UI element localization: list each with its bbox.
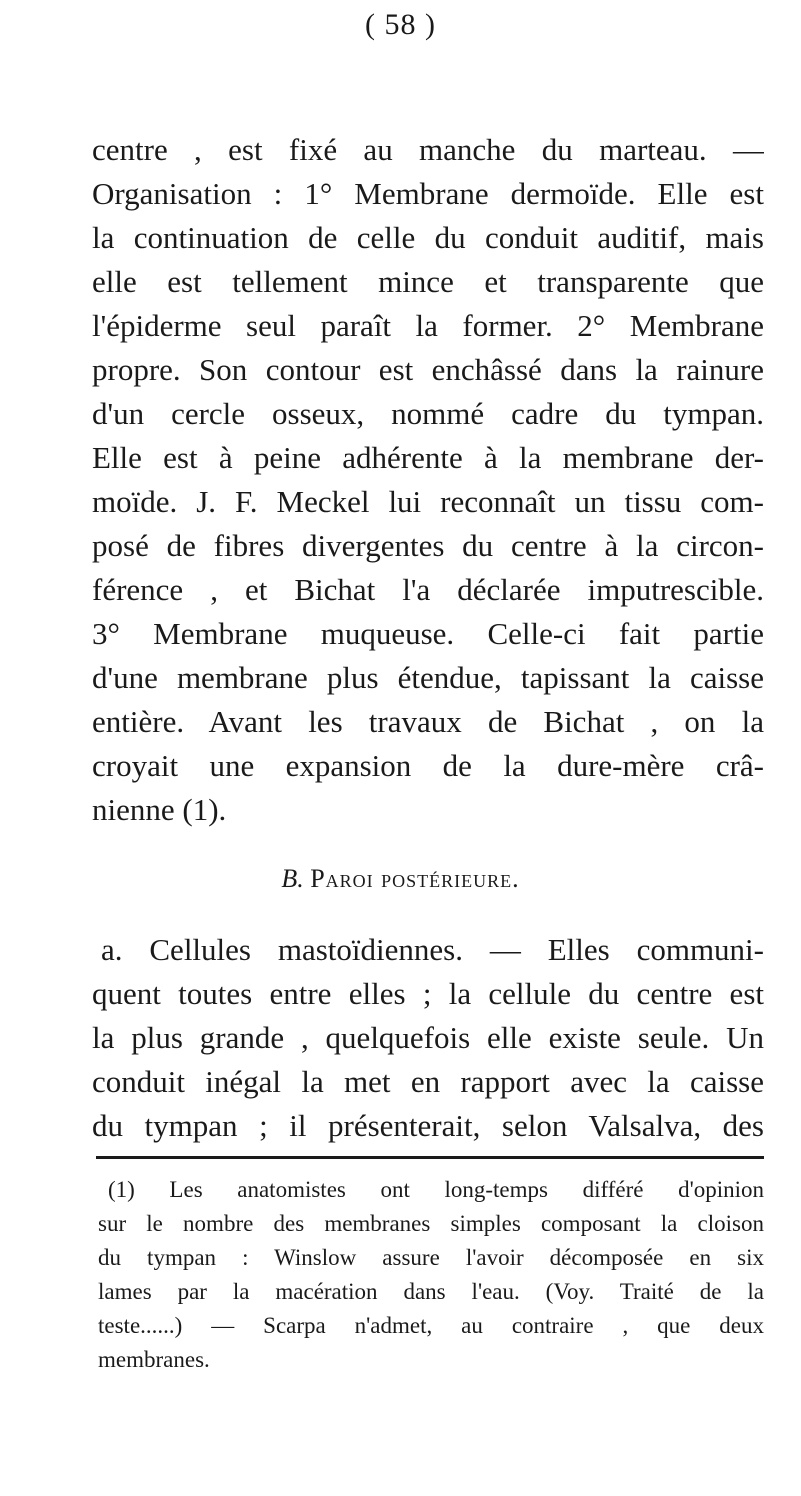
section-title: Paroi postérieure. bbox=[310, 864, 520, 893]
body-line: elle est tellement mince et transparente que bbox=[92, 264, 764, 299]
body-line: croyait une expansion de la dure-mère crâ- bbox=[92, 748, 764, 783]
section-line: du tympan ; il présenterait, selon Valsalva, des bbox=[92, 1108, 764, 1143]
page-number: ( 58 ) bbox=[365, 8, 436, 41]
body-line: d'une membrane plus étendue, tapissant la caisse bbox=[92, 660, 764, 695]
body-line: férence , et Bichat l'a déclarée imputrescible. bbox=[92, 572, 764, 607]
section-line: la plus grande , quelquefois elle existe seule. Un bbox=[92, 1020, 764, 1055]
body-line: propre. Son contour est enchâssé dans la rainure bbox=[92, 352, 764, 387]
section-line: quent toutes entre elles ; la cellule du centre est bbox=[92, 976, 764, 1011]
body-line: Organisation : 1° Membrane dermoïde. Elle est bbox=[92, 176, 764, 211]
footnote-line: (1) Les anatomistes ont long-temps différé d'opinion bbox=[108, 1177, 764, 1202]
footnote-line: teste......) — Scarpa n'admet, au contraire , que deux bbox=[98, 1313, 764, 1338]
section-heading bbox=[0, 862, 801, 896]
footnote-line: membranes. bbox=[98, 1347, 210, 1372]
footnote-divider bbox=[96, 1156, 764, 1159]
body-line: l'épiderme seul paraît la former. 2° Membrane bbox=[92, 308, 764, 343]
body-line: 3° Membrane muqueuse. Celle-ci fait partie bbox=[92, 616, 764, 651]
body-line: nienne (1). bbox=[92, 792, 227, 827]
body-line: centre , est fixé au manche du marteau. — bbox=[92, 132, 764, 167]
footnote-line: sur le nombre des membranes simples composant la cloison bbox=[98, 1211, 764, 1236]
body-line: entière. Avant les travaux de Bichat , on la bbox=[92, 704, 764, 739]
body-line: la continuation de celle du conduit auditif, mais bbox=[92, 220, 764, 255]
body-line: posé de fibres divergentes du centre à la circon- bbox=[92, 528, 764, 563]
body-line: d'un cercle osseux, nommé cadre du tympan. bbox=[92, 396, 764, 431]
section-line: conduit inégal la met en rapport avec la caisse bbox=[92, 1064, 764, 1099]
footnote-line: lames par la macération dans l'eau. (Voy. Traité de la bbox=[98, 1279, 764, 1304]
footnote-line: du tympan : Winslow assure l'avoir décomposée en six bbox=[98, 1245, 764, 1270]
body-line: Elle est à peine adhérente à la membrane der- bbox=[92, 440, 764, 475]
section-letter: B. bbox=[281, 864, 304, 893]
body-line: moïde. J. F. Meckel lui reconnaît un tissu com- bbox=[92, 484, 764, 519]
section-line: a. Cellules mastoïdiennes. — Elles communi- bbox=[101, 932, 764, 967]
